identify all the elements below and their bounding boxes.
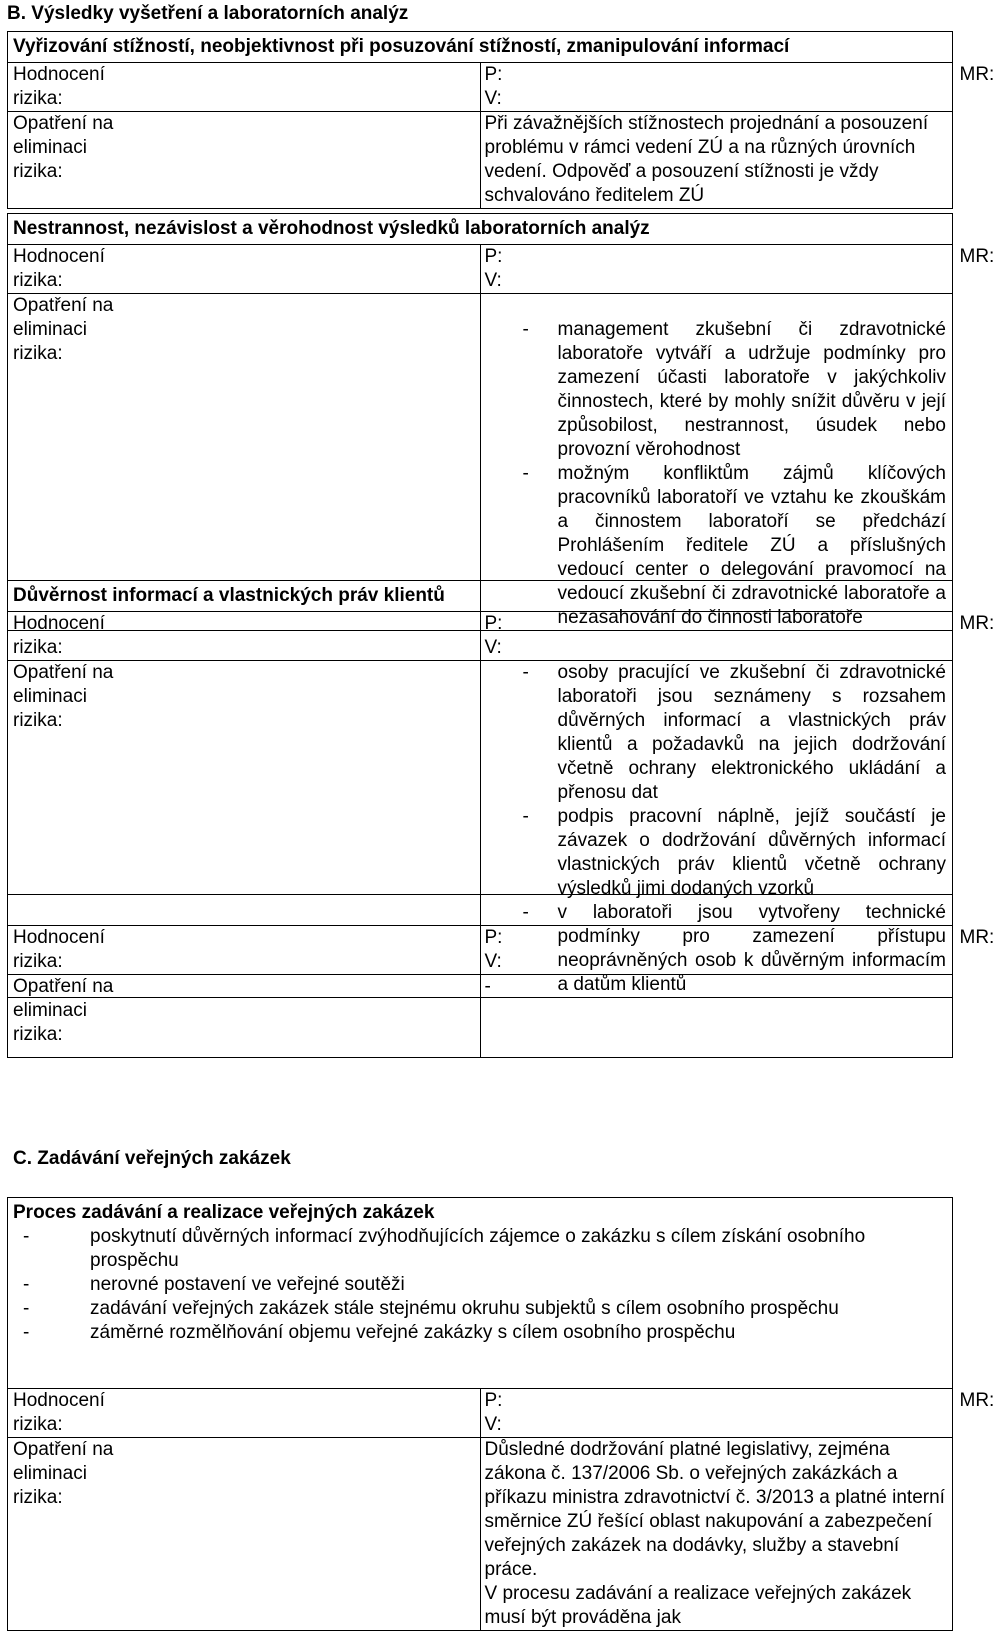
assessment-values <box>480 926 953 975</box>
probability-label: P: <box>485 1389 503 1413</box>
list-item: - podpis pracovní náplně, jejíž součástí je závazek o dodržování důvěrných informací vlastnických práv klientů včetně ochrany výsledků jimi dodaných vzorků <box>481 805 953 901</box>
list-item: - zadávání veřejných zakázek stále stejnému okruhu subjektů s cílem osobního prospěchu <box>13 1297 952 1321</box>
probability-label: P: <box>485 612 503 636</box>
risk-rate-label: MR: <box>960 926 994 950</box>
impact-label: V: <box>485 950 502 974</box>
measures-text: Při závažnějších stížnostech projednání a posouzení problému v rámci vedení ZÚ a na různých úrovních vedení. Odpověď a posouzení stížnosti je vždy schvalováno ředitelem ZÚ <box>480 112 953 209</box>
measures-label: Opatření na eliminaci rizika: <box>8 975 481 1058</box>
measures-label: Opatření na eliminaci rizika: <box>8 112 481 209</box>
assessment-values <box>480 63 953 112</box>
impact-label: V: <box>485 87 502 111</box>
measures-label: Opatření na eliminaci rizika: <box>8 294 481 631</box>
risk-rate-label: MR: <box>960 63 994 87</box>
list-item: - v laboratoři jsou vytvořeny technické podmínky pro zamezení přístupu neoprávněných osob k důvěrným informacím a datům klientů <box>481 901 953 997</box>
section-b-heading: B. Výsledky vyšetření a laboratorních analýz <box>7 2 408 26</box>
risk-title: Proces zadávání a realizace veřejných zakázek <box>13 1198 952 1225</box>
impact-label: V: <box>485 269 502 293</box>
probability-label: P: <box>485 926 503 950</box>
risk-rate-label: MR: <box>960 1389 994 1413</box>
impact-label: V: <box>485 636 502 660</box>
risk-rate-label: MR: <box>960 612 994 636</box>
list-item: - nerovné postavení ve veřejné soutěži <box>13 1273 952 1297</box>
assessment-label: Hodnocení rizika: <box>8 926 481 975</box>
assessment-label: Hodnocení rizika: <box>8 1389 481 1438</box>
list-item: - možným konfliktům zájmů klíčových pracovníků laboratoří ve vztahu ke zkouškám a činnostem laboratoří se předchází Prohlášením ředitele ZÚ a příslušných vedoucí center o delegování pravomocí na vedoucí zkušební či zdravotnické laboratoře a nezasahování do činnosti laboratoře <box>481 462 953 630</box>
measures-label: Opatření na eliminaci rizika: <box>8 1438 481 1631</box>
risk-title: Vyřizování stížností, neobjektivnost při posuzování stížností, zmanipulování informací <box>8 32 953 63</box>
risk-rate-label: MR: <box>960 245 994 269</box>
risk-title: Důvěrnost informací a vlastnických práv klientů <box>8 581 953 612</box>
list-item: - management zkušební či zdravotnické laboratoře vytváří a udržuje podmínky pro zamezení účasti laboratoře v jakýchkoliv činnostech, které by mohly snížit důvěru v její způsobilost, nestrannost, úsudek nebo provozní věrohodnost <box>481 318 953 462</box>
measures-content <box>480 1438 953 1631</box>
assessment-values <box>480 612 953 661</box>
measures-paragraph: V procesu zadávání a realizace veřejných zakázek musí být prováděna jak <box>485 1582 953 1630</box>
probability-label: P: <box>485 63 503 87</box>
section-c-heading: C. Zadávání veřejných zakázek <box>13 1147 291 1171</box>
measures-paragraph: Důsledné dodržování platné legislativy, zejména zákona č. 137/2006 Sb. o veřejných zakázkách a příkazu ministra zdravotnictví č. 3/2013 a platné interní směrnice ZÚ řešící oblast nakupování a zabezpečení veřejných zakázek na dodávky, služby a stavební práce. <box>485 1438 953 1582</box>
risk-table-complaints <box>7 31 953 209</box>
measures-text: - <box>480 975 953 1058</box>
assessment-label: Hodnocení rizika: <box>8 63 481 112</box>
risk-table-empty <box>7 894 953 1058</box>
risk-title <box>8 895 953 926</box>
list-item: - osoby pracující ve zkušební či zdravotnické laboratoři jsou seznámeny s rozsahem důvěrných informací a vlastnických práv klientů a požadavků na jejich dodržování včetně ochrany elektronického ukládání a přenosu dat <box>481 661 953 805</box>
assessment-label: Hodnocení rizika: <box>8 612 481 661</box>
risk-table-impartiality <box>7 213 953 631</box>
risk-table-procurement <box>7 1197 953 1631</box>
measures-label: Opatření na eliminaci rizika: <box>8 661 481 998</box>
list-item: - poskytnutí důvěrných informací zvýhodňujících zájemce o zakázku s cílem získání osobního prospěchu <box>13 1225 952 1273</box>
risk-title: Nestrannost, nezávislost a věrohodnost výsledků laboratorních analýz <box>8 214 953 245</box>
probability-label: P: <box>485 245 503 269</box>
list-item: - záměrné rozmělňování objemu veřejné zakázky s cílem osobního prospěchu <box>13 1321 952 1345</box>
assessment-values <box>480 1389 953 1438</box>
assessment-values <box>480 245 953 294</box>
impact-label: V: <box>485 1413 502 1437</box>
assessment-label: Hodnocení rizika: <box>8 245 481 294</box>
risk-description <box>8 1198 953 1389</box>
